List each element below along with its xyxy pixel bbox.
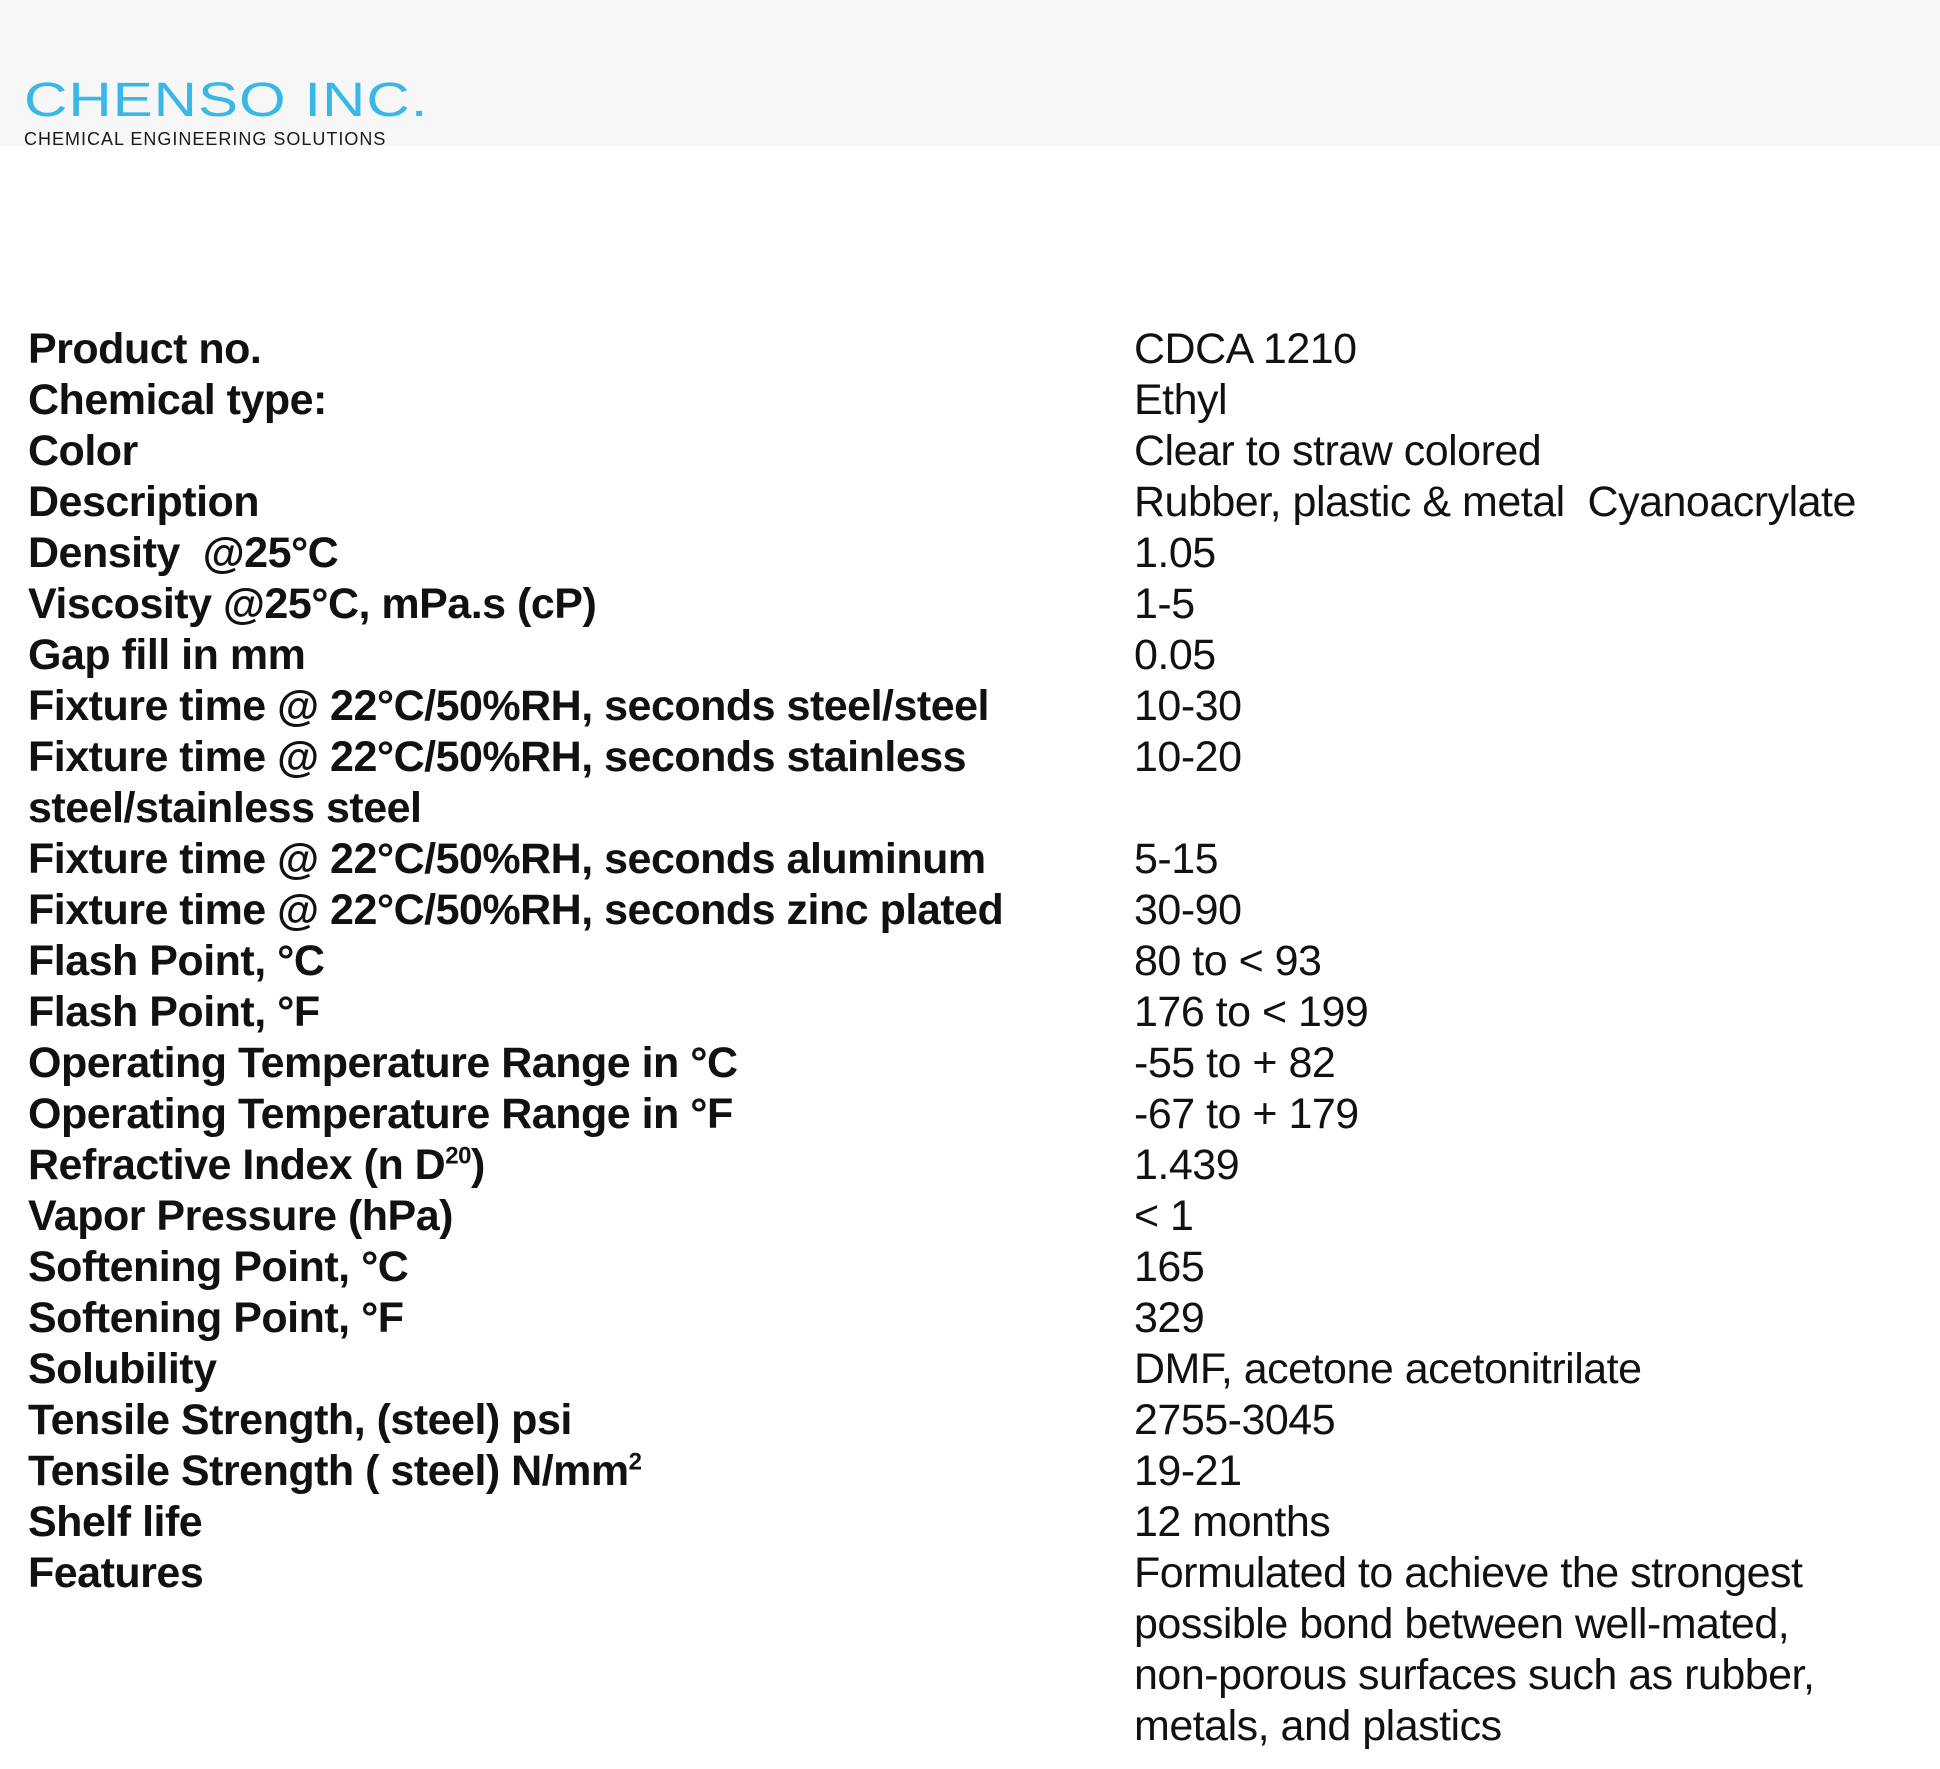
spec-row: [28, 1140, 1908, 1191]
spec-label-text: Tensile Strength, (steel) psi: [28, 1396, 572, 1444]
spec-value: 1-5: [1134, 580, 1195, 628]
spec-label-text: Chemical type:: [28, 376, 327, 424]
spec-value: 1.05: [1134, 529, 1216, 577]
spec-value: 0.05: [1134, 631, 1216, 679]
spec-row: [28, 1344, 1908, 1395]
spec-row: [28, 885, 1908, 936]
spec-row: [28, 1446, 1908, 1497]
spec-label: [28, 987, 1134, 1038]
spec-label-text: Viscosity @25°C, mPa.s (cP): [28, 580, 597, 628]
spec-label-text: Softening Point, °F: [28, 1294, 404, 1342]
spec-label: [28, 732, 1134, 834]
spec-label: [28, 1242, 1134, 1293]
spec-row: [28, 1038, 1908, 1089]
spec-label-text: Operating Temperature Range in °F: [28, 1090, 733, 1138]
spec-label-text: Fixture time @ 22°C/50%RH, seconds zinc plated: [28, 886, 1004, 934]
spec-value: Formulated to achieve the strongest possible bond between well-mated, non-porous surfaces such as rubber, metals, and plastics: [1134, 1549, 1815, 1750]
spec-label: [28, 885, 1134, 936]
spec-label-text: Softening Point, °C: [28, 1243, 409, 1291]
spec-label-text: Shelf life: [28, 1498, 203, 1546]
spec-value: 10-30: [1134, 682, 1242, 730]
spec-row: [28, 477, 1908, 528]
spec-label: [28, 1446, 1134, 1497]
spec-value: 80 to < 93: [1134, 937, 1322, 985]
spec-value: -55 to + 82: [1134, 1039, 1336, 1087]
spec-value: -67 to + 179: [1134, 1090, 1359, 1138]
spec-label: [28, 936, 1134, 987]
company-logo: [24, 72, 429, 149]
spec-label: [28, 1344, 1134, 1395]
spec-value: 329: [1134, 1294, 1205, 1342]
spec-value: Rubber, plastic & metal Cyanoacrylate: [1134, 478, 1856, 526]
spec-label-text: Solubility: [28, 1345, 217, 1393]
spec-value: 165: [1134, 1243, 1205, 1291]
spec-label-text: Density @25°C: [28, 529, 339, 577]
spec-label-text: Flash Point, °F: [28, 988, 320, 1036]
spec-label-text: Product no.: [28, 325, 262, 373]
spec-value: 2755-3045: [1134, 1396, 1336, 1444]
spec-label-text: Gap fill in mm: [28, 631, 306, 679]
spec-label-text: Fixture time @ 22°C/50%RH, seconds aluminum: [28, 835, 986, 883]
spec-row: [28, 324, 1908, 375]
spec-row: [28, 426, 1908, 477]
spec-value: 1.439: [1134, 1141, 1240, 1189]
spec-value: 12 months: [1134, 1498, 1331, 1546]
spec-label-text: Flash Point, °C: [28, 937, 325, 985]
spec-label-text: Description: [28, 478, 260, 526]
spec-label: [28, 324, 1134, 375]
spec-label: [28, 1038, 1134, 1089]
spec-label-superscript: 20: [445, 1142, 471, 1170]
spec-row: [28, 936, 1908, 987]
spec-label-text: Tensile Strength ( steel) N/mm: [28, 1447, 629, 1495]
spec-row: [28, 987, 1908, 1038]
spec-label-superscript: 2: [628, 1448, 642, 1476]
spec-label: [28, 1191, 1134, 1242]
spec-value: 30-90: [1134, 886, 1242, 934]
spec-row: [28, 630, 1908, 681]
spec-label: [28, 1140, 1134, 1191]
spec-label: [28, 1089, 1134, 1140]
spec-label: [28, 630, 1134, 681]
spec-row: [28, 375, 1908, 426]
spec-label: [28, 681, 1134, 732]
spec-row: [28, 681, 1908, 732]
spec-label: [28, 1497, 1134, 1548]
spec-label: [28, 375, 1134, 426]
spec-row: [28, 528, 1908, 579]
spec-label: [28, 477, 1134, 528]
spec-label-suffix: ): [470, 1141, 485, 1189]
spec-label: [28, 579, 1134, 630]
spec-row: [28, 579, 1908, 630]
spec-value: < 1: [1134, 1192, 1194, 1240]
spec-value: CDCA 1210: [1134, 325, 1357, 373]
spec-label-text: Refractive Index (n D: [28, 1141, 446, 1189]
spec-label-text: Features: [28, 1549, 204, 1597]
spec-value: Ethyl: [1134, 376, 1228, 424]
spec-row: [28, 834, 1908, 885]
spec-row: [28, 1497, 1908, 1548]
spec-label: [28, 1548, 1134, 1599]
spec-label-text: Operating Temperature Range in °C: [28, 1039, 738, 1087]
logo-company-name: CHENSO INC.: [24, 72, 429, 127]
spec-label: [28, 1293, 1134, 1344]
spec-value: DMF, acetone acetonitrilate: [1134, 1345, 1642, 1393]
spec-row: [28, 732, 1908, 834]
spec-table: [28, 324, 1908, 1752]
spec-value: 176 to < 199: [1134, 988, 1369, 1036]
spec-label-text: Vapor Pressure (hPa): [28, 1192, 453, 1240]
spec-row: [28, 1293, 1908, 1344]
spec-row: [28, 1548, 1908, 1752]
spec-label: [28, 1395, 1134, 1446]
spec-value: 10-20: [1134, 733, 1242, 781]
spec-row: [28, 1242, 1908, 1293]
spec-label-text: Fixture time @ 22°C/50%RH, seconds steel/steel: [28, 682, 990, 730]
spec-value: 5-15: [1134, 835, 1219, 883]
spec-label: [28, 528, 1134, 579]
spec-row: [28, 1089, 1908, 1140]
spec-label: [28, 426, 1134, 477]
spec-label: [28, 834, 1134, 885]
spec-row: [28, 1191, 1908, 1242]
spec-value: 19-21: [1134, 1447, 1242, 1495]
spec-label-text: Color: [28, 427, 138, 475]
spec-row: [28, 1395, 1908, 1446]
spec-label-text: Fixture time @ 22°C/50%RH, seconds stainless steel/stainless steel: [28, 733, 967, 832]
spec-value: Clear to straw colored: [1134, 427, 1542, 475]
logo-tagline: CHEMICAL ENGINEERING SOLUTIONS: [24, 129, 387, 149]
